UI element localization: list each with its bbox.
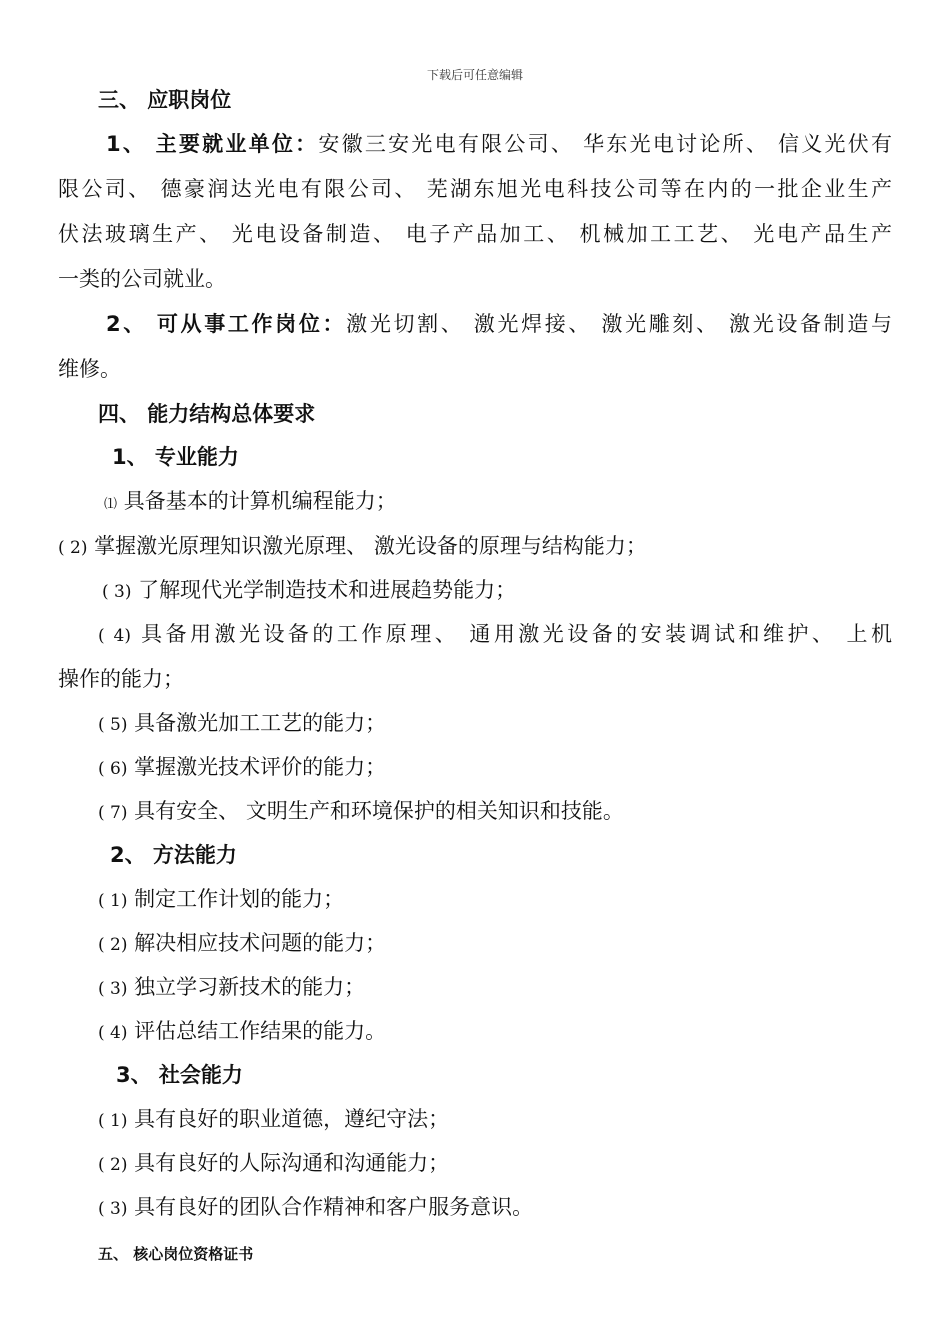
pro-item-2: ( 2) 掌握激光原理知识激光原理、 激光设备的原理与结构能力； (58, 534, 647, 558)
pro-item-4: ( 4) 具备用激光设备的工作原理、 通用激光设备的安装调试和维护、 上机 (98, 622, 892, 646)
method-item-1: ( 1) 制定工作计划的能力； (98, 887, 345, 911)
section-3-p2-line2: 维修。 (58, 357, 121, 381)
section-3-p1-line4: 一类的公司就业。 (58, 267, 226, 291)
pro-item-6: ( 6) 掌握激光技术评价的能力； (98, 755, 387, 779)
subsection-method-title: 2、 方法能力 (110, 843, 237, 867)
pro-item-4-cont: 操作的能力； (58, 667, 184, 691)
subsection-social-title: 3、 社会能力 (116, 1063, 243, 1087)
section-3-p1-line3: 伏法玻璃生产、 光电设备制造、 电子产品加工、 机械加工工艺、 光电产品生产 (58, 222, 892, 246)
pro-item-7: ( 7) 具有安全、 文明生产和环境保护的相关知识和技能。 (98, 799, 624, 823)
section-3-p2-line1: 2、 可从事工作岗位：激光切割、 激光焊接、 激光雕刻、 激光设备制造与 (106, 312, 892, 336)
section-3-p1-line2: 限公司、 德豪润达光电有限公司、 芜湖东旭光电科技公司等在内的一批企业生产 (58, 177, 892, 201)
pro-item-3: ( 3) 了解现代光学制造技术和进展趋势能力； (102, 578, 517, 602)
method-item-2: ( 2) 解决相应技术问题的能力； (98, 931, 387, 955)
social-item-2: ( 2) 具有良好的人际沟通和沟通能力； (98, 1151, 450, 1175)
section-3-p1-line1: 1、 主要就业单位：安徽三安光电有限公司、 华东光电讨论所、 信义光伏有 (106, 132, 892, 156)
social-item-3: ( 3) 具有良好的团队合作精神和客户服务意识。 (98, 1195, 534, 1219)
subsection-professional-title: 1、 专业能力 (112, 445, 239, 469)
method-item-4: ( 4) 评估总结工作结果的能力。 (98, 1019, 387, 1043)
pro-item-5: ( 5) 具备激光加工工艺的能力； (98, 711, 387, 735)
method-item-3: ( 3) 独立学习新技术的能力； (98, 975, 366, 999)
section-5-title: 五、 核心岗位资格证书 (98, 1245, 254, 1263)
social-item-1: ( 1) 具有良好的职业道德，遵纪守法； (98, 1107, 450, 1131)
pro-item-1: ⑴ 具备基本的计算机编程能力； (104, 489, 397, 513)
page-header: 下载后可任意编辑 (426, 68, 523, 82)
section-3-title: 三、 应职岗位 (98, 88, 232, 112)
section-4-title: 四、 能力结构总体要求 (98, 402, 316, 426)
